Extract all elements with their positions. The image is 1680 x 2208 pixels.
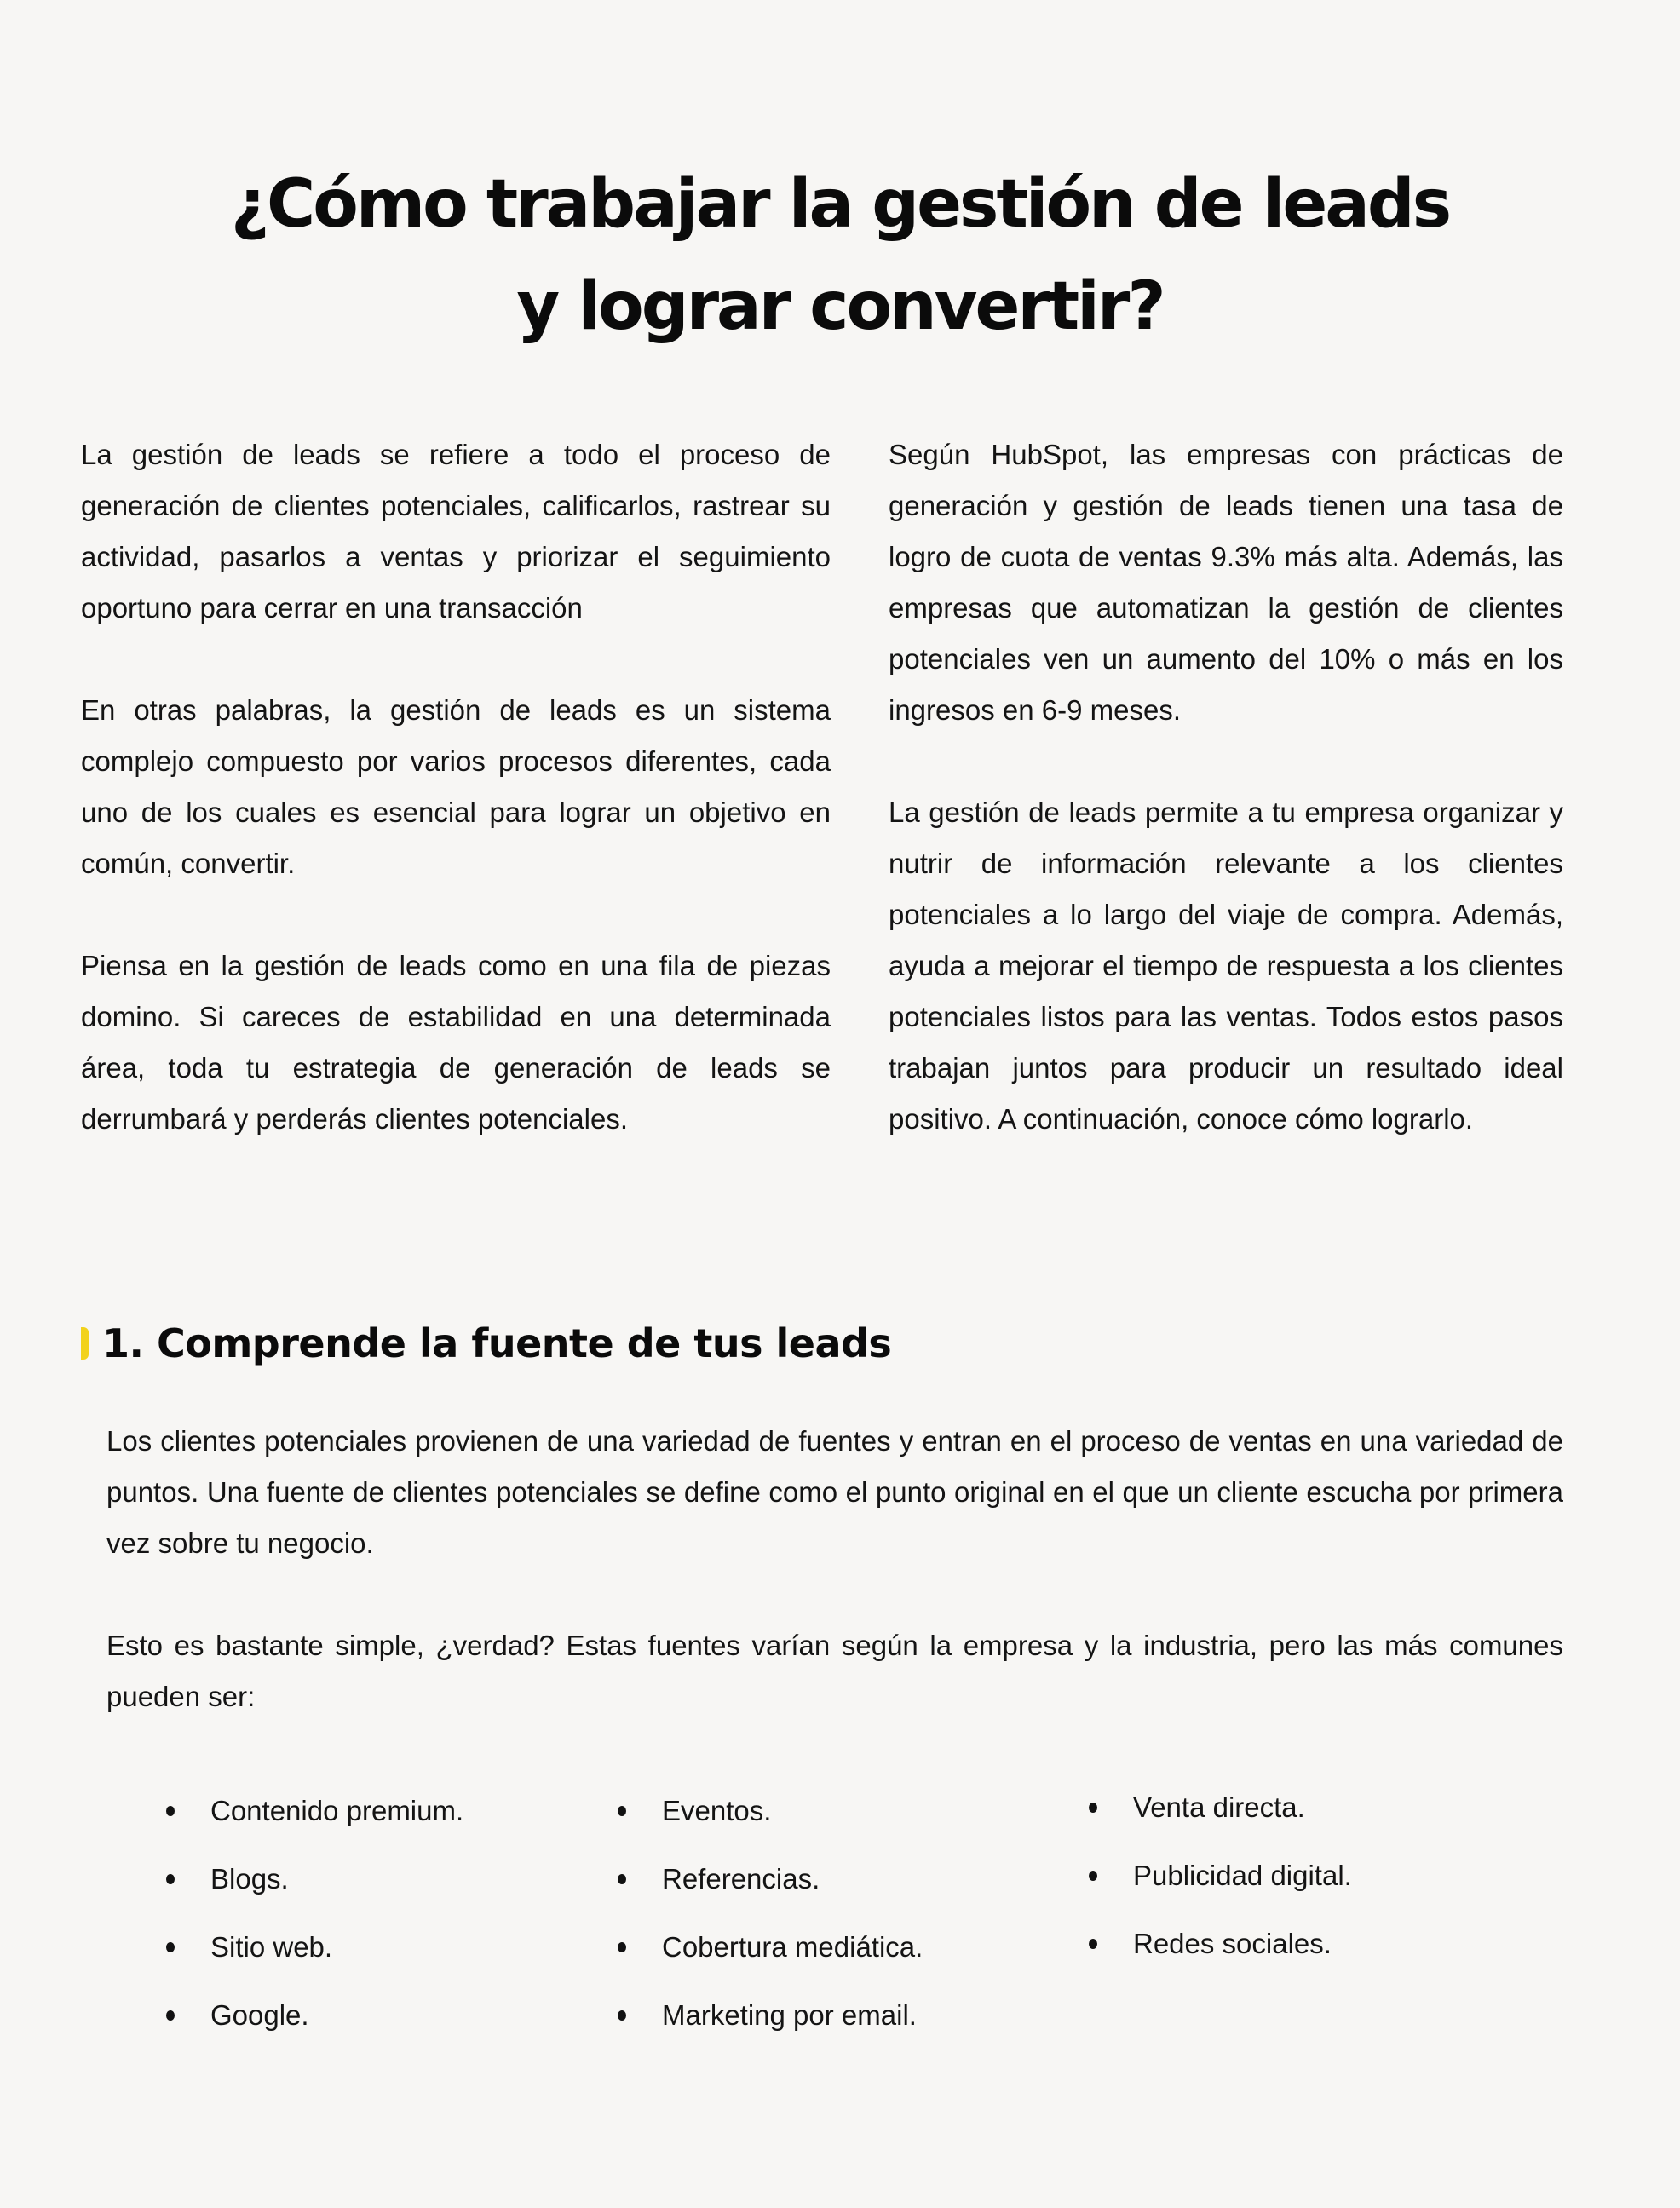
intro-right-column: [889, 429, 1563, 1196]
list-item: [166, 1777, 463, 1845]
list-item-text: Google.: [210, 1999, 309, 2031]
section-body: [106, 1416, 1563, 1774]
section-heading: [81, 1320, 891, 1366]
section-paragraph: Esto es bastante simple, ¿verdad? Estas fuentes varían según la empresa y la industria, pero las más comunes pueden ser:: [106, 1630, 1563, 1712]
page-title-line-2: y lograr convertir?: [516, 268, 1164, 345]
list-item-text: Publicidad digital.: [1133, 1860, 1352, 1891]
intro-paragraph: En otras palabras, la gestión de leads es un sistema complejo compuesto por varios procesos diferentes, cada uno de los cuales es esencial para lograr un objetivo en común, convertir.: [81, 694, 831, 879]
intro-paragraph: Según HubSpot, las empresas con prácticas de generación y gestión de leads tienen una tasa de logro de cuota de ventas 9.3% más alta. Además, las empresas que automatizan la gestión de clientes potenciales ven un aumento del 10% o más en los ingresos en 6-9 meses.: [889, 439, 1563, 726]
lead-sources-list-2: [618, 1777, 923, 2050]
bullet-icon: [618, 1942, 626, 1952]
list-item: [618, 1777, 923, 1845]
bullet-icon: [1089, 1939, 1097, 1949]
list-item: [618, 1913, 923, 1981]
bullet-icon: [618, 1806, 626, 1816]
list-item: [1089, 1910, 1352, 1978]
intro-paragraph: La gestión de leads permite a tu empresa organizar y nutrir de información relevante a los clientes potenciales a lo largo del viaje de compra. Además, ayuda a mejorar el tiempo de respuesta a los clientes potenciales listos para las ventas. Todos estos pasos trabajan juntos para producir un resultado ideal positivo. A continuación, conoce cómo lograrlo.: [889, 796, 1563, 1135]
bullet-icon: [166, 1942, 175, 1952]
list-item: [166, 1845, 463, 1913]
list-item-text: Contenido premium.: [210, 1795, 464, 1826]
list-item-text: Blogs.: [210, 1863, 289, 1895]
bullet-icon: [1089, 1803, 1097, 1813]
page-title-line-1: ¿Cómo trabajar la gestión de leads: [230, 166, 1450, 243]
lead-sources-list-3: [1089, 1774, 1352, 1978]
bullet-icon: [166, 1806, 175, 1816]
list-item-text: Eventos.: [662, 1795, 772, 1826]
intro-left-column: [81, 429, 831, 1196]
bullet-icon: [166, 2010, 175, 2021]
bullet-icon: [166, 1874, 175, 1884]
list-item: [1089, 1774, 1352, 1842]
intro-paragraph: Piensa en la gestión de leads como en una fila de piezas domino. Si careces de estabilidad en una determinada área, toda tu estrategia de generación de leads se derrumbará y perderás clientes potenciales.: [81, 950, 831, 1135]
intro-paragraph: La gestión de leads se refiere a todo el proceso de generación de clientes potenciales, calificarlos, rastrear su actividad, pasarlos a ventas y priorizar el seguimiento oportuno para cerrar en una transacción: [81, 439, 831, 624]
list-item: [166, 1981, 463, 2050]
list-item-text: Redes sociales.: [1133, 1928, 1332, 1959]
list-item-text: Referencias.: [662, 1863, 820, 1895]
list-item-text: Venta directa.: [1133, 1791, 1305, 1823]
list-item: [618, 1981, 923, 2050]
list-item-text: Cobertura mediática.: [662, 1931, 923, 1963]
section-paragraph: Los clientes potenciales provienen de una variedad de fuentes y entran en el proceso de ventas en una variedad de puntos. Una fuente de clientes potenciales se define como el punto original en el que un cliente escucha por primera vez sobre tu negocio.: [106, 1425, 1563, 1559]
accent-bar: [81, 1327, 89, 1360]
list-item: [166, 1913, 463, 1981]
lead-sources-list-1: [166, 1777, 463, 2050]
bullet-icon: [1089, 1871, 1097, 1881]
page-title: [0, 153, 1680, 358]
section-heading-text: 1. Comprende la fuente de tus leads: [102, 1320, 892, 1366]
bullet-icon: [618, 2010, 626, 2021]
list-item: [1089, 1842, 1352, 1910]
list-item-text: Sitio web.: [210, 1931, 333, 1963]
bullet-icon: [618, 1874, 626, 1884]
list-item: [618, 1845, 923, 1913]
list-item-text: Marketing por email.: [662, 1999, 917, 2031]
